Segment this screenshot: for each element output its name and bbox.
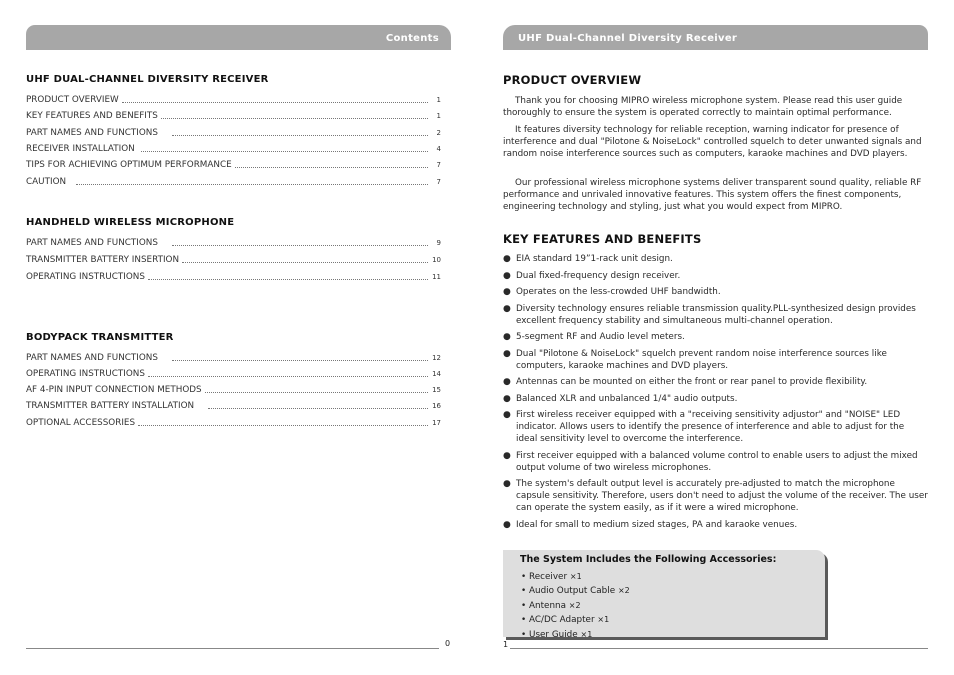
accessories-title: The System Includes the Following Accessories: xyxy=(520,554,777,565)
toc-leader xyxy=(235,167,428,168)
toc-entry-page: 9 xyxy=(436,239,441,247)
toc-entry[interactable] xyxy=(26,384,441,396)
list-item: ● Diversity technology ensures reliable transmission quality.PLL-synthesized design provides excellent frequency stability and simultaneous multi-channel operation. xyxy=(503,303,916,326)
toc-entry-page: 2 xyxy=(436,129,441,137)
toc-leader xyxy=(161,118,428,119)
toc-leader xyxy=(138,425,428,426)
toc-leader xyxy=(122,102,428,103)
page-number: 0 xyxy=(445,639,451,648)
toc-leader xyxy=(172,135,428,136)
list-item: ● Dual fixed-frequency design receiver. xyxy=(503,270,681,281)
list-item: ● Ideal for small to medium sized stages, PA and karaoke venues. xyxy=(503,519,798,530)
toc-entry[interactable] xyxy=(26,271,441,283)
section-header-label: UHF Dual-Channel Diversity Receiver xyxy=(518,33,738,44)
toc-entry-label: TIPS FOR ACHIEVING OPTIMUM PERFORMANCE xyxy=(26,160,232,170)
footer-rule xyxy=(26,648,439,649)
toc-entry-page: 1 xyxy=(436,96,441,104)
toc-entry-page: 12 xyxy=(432,354,441,362)
toc-entry[interactable] xyxy=(26,254,441,266)
toc-entry-label: OPERATING INSTRUCTIONS xyxy=(26,272,145,282)
list-item: ● Balanced XLR and unbalanced 1/4" audio outputs. xyxy=(503,393,738,404)
toc-section-title: BODYPACK TRANSMITTER xyxy=(26,332,174,343)
toc-entry-label: TRANSMITTER BATTERY INSERTION xyxy=(26,255,180,265)
list-item: • User Guide ×1 xyxy=(521,629,593,640)
list-item: ● Dual "Pilotone & NoiseLock" squelch prevent random noise interference sources like computers, karaoke machines and DVD players. xyxy=(503,348,887,371)
toc-entry-label: TRANSMITTER BATTERY INSTALLATION xyxy=(26,401,195,411)
overview-paragraph: Our professional wireless microphone systems deliver transparent sound quality, reliable RF performance and unrivaled innovative features. This system offers the finest components, engineering technology and styling, just what you would expect from MIPRO. xyxy=(503,178,922,212)
toc-entry-label: RECEIVER INSTALLATION xyxy=(26,144,135,154)
features-title: KEY FEATURES AND BENEFITS xyxy=(503,232,702,246)
toc-entry[interactable] xyxy=(26,417,441,429)
toc-entry-page: 15 xyxy=(432,386,441,394)
toc-entry[interactable] xyxy=(26,176,441,188)
list-item: ● Operates on the less-crowded UHF bandwidth. xyxy=(503,287,721,297)
toc-leader xyxy=(172,245,428,246)
list-item: ● The system's default output level is accurately pre-adjusted to match the microphone capsule sensitivity. Therefore, users don't need to adjust the volume of the receiver. The user can operate the system easily, as if it were a wired microphone. xyxy=(503,479,928,513)
list-item: ● 5-segment RF and Audio level meters. xyxy=(503,332,685,342)
toc-entry-label: KEY FEATURES AND BENEFITS xyxy=(26,111,158,121)
toc-entry-page: 17 xyxy=(432,419,441,427)
toc-entry-label: OPTIONAL ACCESSORIES xyxy=(26,418,136,428)
toc-leader xyxy=(205,392,428,393)
toc-section-title: HANDHELD WIRELESS MICROPHONE xyxy=(26,217,235,228)
toc-entry-label: PRODUCT OVERVIEW xyxy=(26,95,119,105)
toc-entry[interactable] xyxy=(26,94,441,106)
overview-paragraph: It features diversity technology for reliable reception, warning indicator for presence of interference and dual "Pilotone & NoiseLock" controlled squelch to deter unwanted signals and random noise interference sources such as computers, karaoke machines and DVD players. xyxy=(503,125,922,159)
toc-leader xyxy=(208,408,428,409)
list-item: ● Antennas can be mounted on either the front or rear panel to provide flexibility. xyxy=(503,377,868,387)
overview-paragraph: Thank you for choosing MIPRO wireless microphone system. Please read this user guide thoroughly to ensure the system is operated correctly to maintain optimal performance. xyxy=(503,96,903,118)
toc-leader xyxy=(172,360,428,361)
toc-entry-page: 1 xyxy=(436,112,441,120)
list-item: • Audio Output Cable ×2 xyxy=(521,586,630,597)
overview-title: PRODUCT OVERVIEW xyxy=(503,73,642,87)
toc-entry[interactable] xyxy=(26,110,441,122)
toc-entry[interactable] xyxy=(26,143,441,155)
toc-leader xyxy=(182,262,428,263)
toc-entry-label: PART NAMES AND FUNCTIONS xyxy=(26,353,158,363)
toc-entry-page: 7 xyxy=(436,178,441,186)
toc-leader xyxy=(148,376,428,377)
contents-header-tab xyxy=(26,25,451,50)
section-header-tab xyxy=(503,25,928,50)
toc-entry[interactable] xyxy=(26,127,441,139)
toc-leader xyxy=(76,184,428,185)
accessories-list xyxy=(521,570,630,642)
toc-leader xyxy=(141,151,428,152)
toc-entry-page: 14 xyxy=(432,370,441,378)
accessories-box xyxy=(503,550,825,640)
footer-rule xyxy=(510,648,928,649)
list-item: • AC/DC Adapter ×1 xyxy=(521,615,610,626)
toc-entry[interactable] xyxy=(26,159,441,171)
toc-entry-label: PART NAMES AND FUNCTIONS xyxy=(26,238,158,248)
toc-entry-page: 4 xyxy=(436,145,441,153)
list-item: ● EIA standard 19”1-rack unit design. xyxy=(503,254,673,264)
toc-entry-page: 16 xyxy=(432,402,441,410)
toc-leader xyxy=(148,279,428,280)
toc-entry-label: AF 4-PIN INPUT CONNECTION METHODS xyxy=(26,385,202,395)
right-page xyxy=(477,0,954,675)
list-item: • Receiver ×1 xyxy=(521,572,582,582)
toc-entry[interactable] xyxy=(26,368,441,380)
page-number: 1 xyxy=(503,640,509,649)
toc-entry-label: OPERATING INSTRUCTIONS xyxy=(26,369,145,379)
toc-entry-label: CAUTION xyxy=(26,177,67,187)
toc-entry[interactable] xyxy=(26,237,441,249)
list-item: ● First wireless receiver equipped with a "receiving sensitivity adjustor" and "NOISE" LED indicator. Allows users to identify the presence of interference and able to adjust for the ideal sensitivity level to overcome the interference. xyxy=(503,410,905,444)
toc-section-title: UHF DUAL-CHANNEL DIVERSITY RECEIVER xyxy=(26,74,269,85)
toc-entry[interactable] xyxy=(26,352,441,364)
toc-entry-page: 10 xyxy=(432,256,441,264)
contents-header-label: Contents xyxy=(385,33,439,44)
features-list xyxy=(503,253,928,535)
list-item: • Antenna ×2 xyxy=(521,600,581,611)
list-item: ● First receiver equipped with a balanced volume control to enable users to adjust the mixed output volume of two wireless microphones. xyxy=(503,450,918,473)
toc-entry-page: 11 xyxy=(432,273,441,281)
toc-entry-page: 7 xyxy=(436,161,441,169)
toc-entry-label: PART NAMES AND FUNCTIONS xyxy=(26,128,158,138)
toc-entry[interactable] xyxy=(26,400,441,412)
